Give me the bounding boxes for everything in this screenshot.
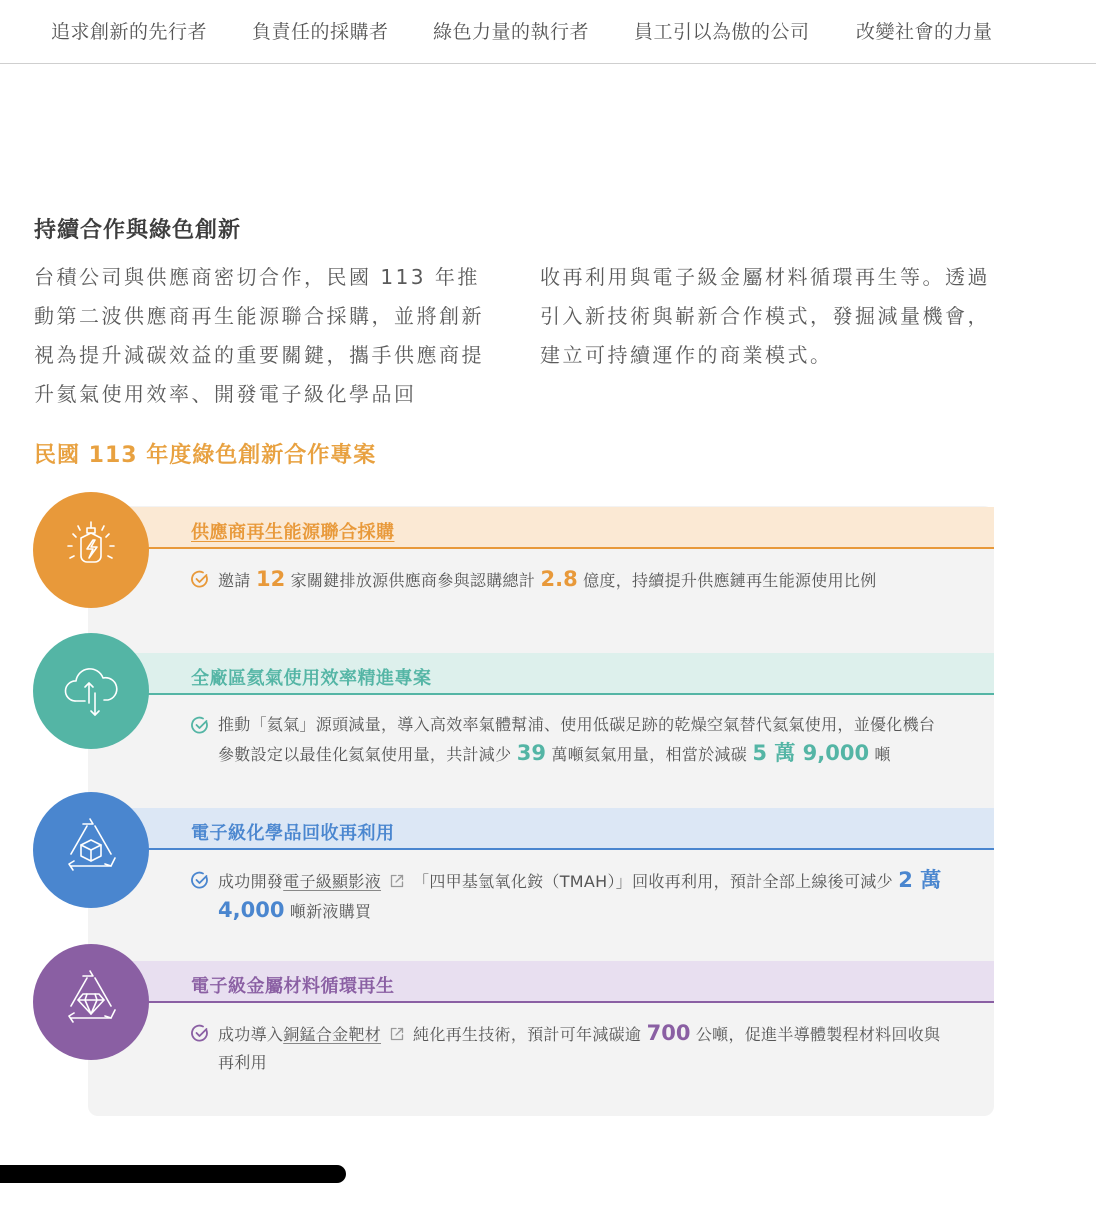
recycle-cube-icon xyxy=(51,810,131,890)
section-title: 持續合作與綠色創新 xyxy=(34,218,242,243)
top-navigation xyxy=(0,0,1096,64)
check-circle-icon xyxy=(191,1024,209,1042)
project-title-chemical: 電子級化學品回收再利用 xyxy=(191,823,395,844)
developer-link[interactable]: 電子級顯影液 xyxy=(283,872,382,891)
recycle-diamond-icon xyxy=(51,962,131,1042)
bullet-text: 成功導入 xyxy=(218,1025,284,1044)
project-header-chemical xyxy=(130,808,994,850)
metric-reduction: 2 萬 4,000 xyxy=(218,868,942,922)
bullet-text: 純化再生技術，預計可年減碳逾 xyxy=(413,1025,647,1044)
projects-heading: 民國 113 年度綠色創新合作專案 xyxy=(34,443,377,468)
nav-item-procurement[interactable]: 負責任的採購者 xyxy=(252,21,389,43)
bullet-text: 噸新液購買 xyxy=(284,902,372,921)
external-link-icon[interactable] xyxy=(389,873,405,889)
metric-carbon: 5 萬 9,000 xyxy=(752,741,870,765)
check-circle-icon xyxy=(191,871,209,889)
project-bullet-metal xyxy=(191,1019,951,1077)
external-link-icon[interactable] xyxy=(389,1026,405,1042)
metric-carbon-tons: 700 xyxy=(646,1021,691,1045)
home-indicator-bar xyxy=(0,1165,346,1183)
project-title-helium: 全廠區氦氣使用效率精進專案 xyxy=(191,668,432,689)
check-circle-icon xyxy=(191,570,209,588)
project-title-metal: 電子級金屬材料循環再生 xyxy=(191,976,395,997)
bullet-text: 邀請 xyxy=(218,571,256,590)
project-icon-circle-metal xyxy=(33,944,149,1060)
project-header-metal xyxy=(130,961,994,1003)
project-bullet-helium xyxy=(191,711,951,769)
metric-kwh: 2.8 xyxy=(540,567,578,591)
bullet-text: 公噸，促進半導體製程材料回收與再利用 xyxy=(218,1025,941,1072)
project-header-helium xyxy=(130,653,994,695)
bullet-text: 推動「氦氣」源頭減量，導入高效率氣體幫浦、使用低碳足跡的乾燥空氣替代氦氣使用，並優化機台參數設定以最佳化氦氣使用量，共計減少 xyxy=(218,715,936,764)
bullet-text: 成功開發 xyxy=(218,872,284,891)
bullet-text: 家關鍵排放源供應商參與認購總計 xyxy=(285,571,541,590)
intro-paragraph-right: 收再利用與電子級金屬材料循環再生等。透過引入新技術與嶄新合作模式，發掘減量機會，建立可持續運作的商業模式。 xyxy=(540,265,990,367)
bullet-text: 「四甲基氫氧化銨（TMAH）」回收再利用，預計全部上線後可減少 xyxy=(413,872,899,891)
bullet-text: 億度，持續提升供應鏈再生能源使用比例 xyxy=(577,571,877,590)
intro-paragraph-left: 台積公司與供應商密切合作，民國 113 年推動第二波供應商再生能源聯合採購，並將創新視為提升減碳效益的重要關鍵，攜手供應商提升氦氣使用效率、開發電子級化學品回 xyxy=(34,265,484,406)
project-bullet-chemical xyxy=(191,866,951,926)
nav-item-employees[interactable]: 員工引以為傲的公司 xyxy=(634,21,810,43)
project-header-renewable xyxy=(130,507,994,549)
nav-item-green-power[interactable]: 綠色力量的執行者 xyxy=(433,21,590,43)
project-title-renewable[interactable]: 供應商再生能源聯合採購 xyxy=(191,522,395,543)
metric-suppliers: 12 xyxy=(256,567,286,591)
metric-helium: 39 xyxy=(516,741,547,765)
project-icon-circle-renewable xyxy=(33,492,149,608)
bullet-text: 萬噸氦氣用量，相當於減碳 xyxy=(546,745,753,764)
project-icon-circle-chemical xyxy=(33,792,149,908)
lightning-bulb-icon xyxy=(51,510,131,590)
project-bullet-renewable xyxy=(191,565,951,595)
target-material-link[interactable]: 銅錳合金靶材 xyxy=(283,1025,382,1044)
project-icon-circle-helium xyxy=(33,633,149,749)
bullet-text: 噸 xyxy=(869,745,891,764)
check-circle-icon xyxy=(191,716,209,734)
nav-item-society[interactable]: 改變社會的力量 xyxy=(856,21,993,43)
cloud-arrows-icon xyxy=(51,651,131,731)
nav-item-innovation[interactable]: 追求創新的先行者 xyxy=(51,21,208,43)
